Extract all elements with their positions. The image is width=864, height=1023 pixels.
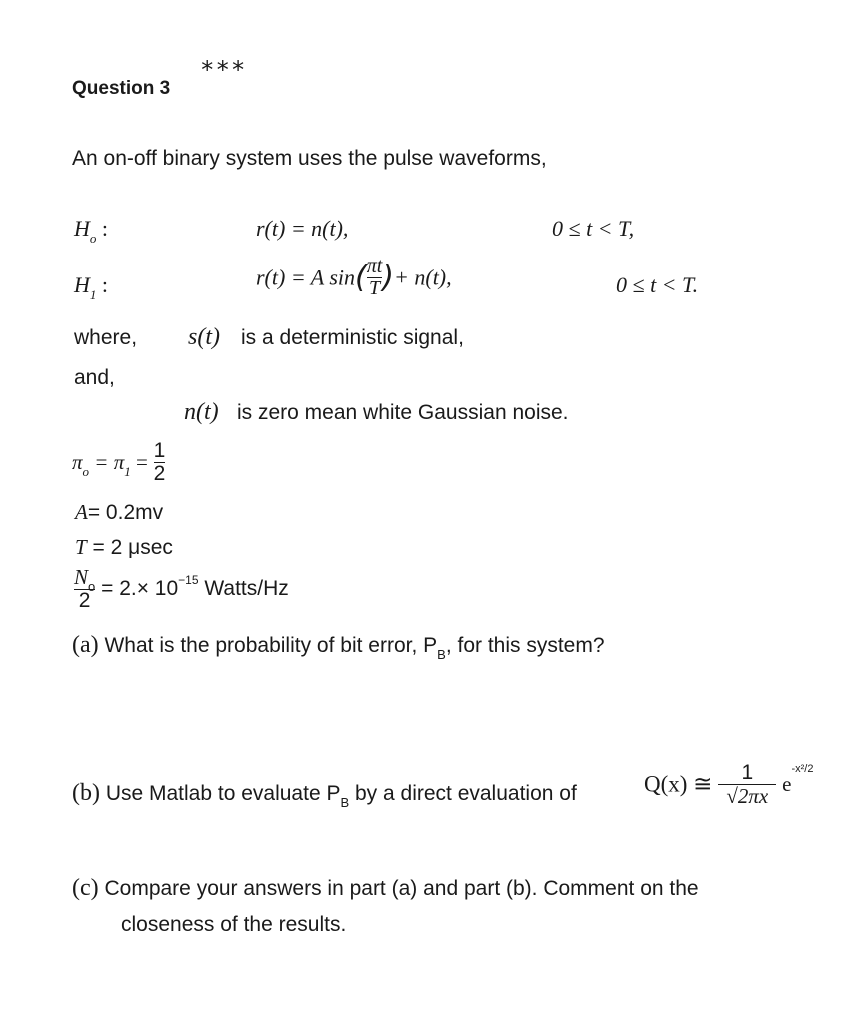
- amplitude-equation: A= 0.2mv: [75, 500, 164, 524]
- part-c-continued: closeness of the results.: [121, 913, 347, 936]
- priors-fraction: $\frac{1}{2}$: [153, 439, 166, 486]
- h1-equation: r(t) = A sin( $\frac{\pi t}{T}$ )+ n(t),: [256, 255, 452, 299]
- part-b: (b) Use Matlab to evaluate $P_B$ by a direct evaluation of: [72, 780, 577, 810]
- noise-psd-equation: $\frac{N_o}{2}$ = $2.\times 10^{-15}$ Watts/Hz: [74, 565, 289, 613]
- intro-text: An on-off binary system uses the pulse waveforms,: [72, 147, 547, 170]
- stars: ***: [200, 56, 247, 84]
- h0-range: 0 ≤ t < T,: [552, 216, 635, 241]
- h1-fraction: $\frac{\pi t}{T}$: [366, 255, 383, 299]
- q-function-formula: Q(x) ≅ $\frac{1}{√2\pi x}$ $e^{-x^2/2}$: [644, 761, 814, 809]
- period-equation: T = 2 μsec: [75, 535, 173, 559]
- q-function-fraction: $\frac{1}{√2\pi x}$: [718, 762, 776, 807]
- noise-symbol: n(t): [184, 399, 219, 425]
- h0-equation: r(t) = n(t),: [256, 216, 349, 241]
- part-c: (c) Compare your answers in part (a) and part (b). Comment on the: [72, 875, 699, 901]
- h1-label: $H_1$ :: [74, 272, 109, 302]
- and-label: and,: [74, 366, 115, 389]
- h1-range: 0 ≤ t < T.: [616, 272, 699, 297]
- h0-label: $H_o$ :: [74, 216, 109, 246]
- noise-text: is zero mean white Gaussian noise.: [237, 401, 569, 424]
- question-title: Question 3: [72, 78, 171, 99]
- part-a: (a) What is the probability of bit error, $P_B$, for this system?: [72, 632, 605, 662]
- where-text: is a deterministic signal,: [241, 326, 464, 349]
- where-label: where,: [74, 326, 138, 349]
- noise-psd-fraction: $\frac{N_o}{2}$: [74, 565, 96, 613]
- where-symbol: s(t): [188, 324, 220, 350]
- priors-equation: $\pi_o = \pi_1$ = $\frac{1}{2}$: [72, 439, 166, 486]
